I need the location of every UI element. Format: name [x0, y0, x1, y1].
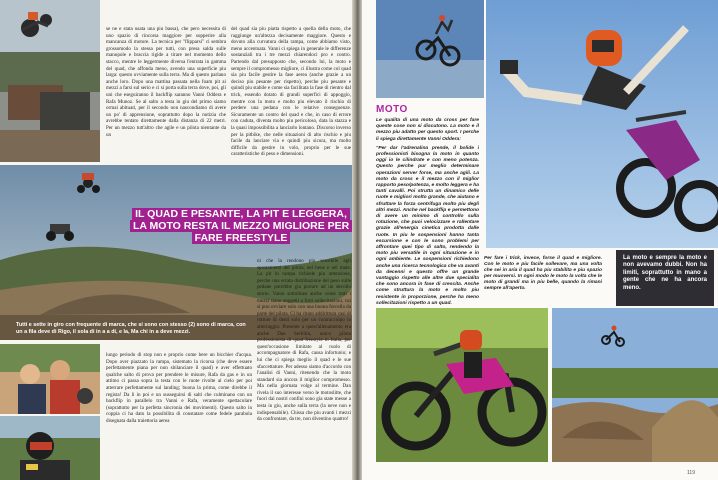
photo-rider-sky-trick: [376, 0, 484, 98]
section-title-moto: MOTO: [376, 104, 408, 115]
text-column-4-body: lungo periodo di stop non e proprio come bere un bicchier d'acqua. Dopo aver piazzato la rampa, sistemato la ricorsa (che deve essere perfettamente piana per non sbilanciare il quad) e aver effettuato qualche salto di prova per prendere le misure, Rafa da gas e in un attimo ci passa sopra la testa con le ruote rivolte al cielo per poi atterrare perfettamente sul landing; buona la prima, come direbbe il regista! Da li in poi e un susseguirsi di salti che culminano con un backflip in parallelo tra Vanni e Rafa, veramente spettacolare (soprattutto per la perfetta sincronia dei movimenti). Questo salto in coppia ci ha dato la possibilita di constatare come fedele parabola disegnata dalla traiettoria aerea: [106, 352, 252, 424]
text-column-4: [106, 352, 252, 480]
moto-section-body: [376, 118, 479, 306]
photo-dirt-jump-landscape: [552, 308, 718, 462]
quote-paragraph: Per fare i trick, invece, forse il quad e migliore. Con le moto e piu facile sollevare, ma una volta che sei in aria il quad ha piu stabilita e piu spazio per muoversi. In ogni modo le moto la volta che le moto di grandi ma in piu belle, quando la rimani sempre all'aperto.: [484, 256, 602, 292]
photo-rider-big-air: [486, 0, 718, 248]
headline-banner: [130, 208, 352, 244]
moto-paragraph-2: "Per dar l'adrenalina prende, il bolide i professionisti bisogna la moto in quanto oggi io le cilindrate e con meno potenza. Questo perche pur meglio determinare operazioni server forse, ma anche agili. La moto da cross e il mezzo con il miglior rapporto peso/potenza, e molto leggera e ha tanti cavalli. Poi strutta un dinamico delle ruote e migliori molto grande, che aiutano e sfruttare la forza centrifuga molto piu degli altri mezzi. Anche nel backflip e permettono di avere un minimo di controllo sulla rotazione, che puoi velocizzare e rallentare grazie all'energia cinetica prodotta dalle ruote. In piu le sospensioni hanno tanta escursione e con le sono problemi per affrontare quei tipo di salto, rendendo la moto piu versatile in ogni situazione e in ogni ambiente. Le sospensioni richiedono anche una ricerca tecnologica che va avanti da decenni e questo offre un grande vantaggio rispetto alle altre due specialita che sono ancora in fase di crescita. Anche come struttura la moto e molto piu resistente in proporzione, perche ha meno sollecitazioni rispetto a un quad.: [376, 145, 479, 306]
text-column-3: [257, 258, 351, 480]
sidebar-box: [616, 250, 714, 306]
text-column-3-body: ni che la rendono piu sensibile agli spostamenti del pilota, nel bene e nel male. La pit in rampa richiede piu attenzione, perche una errata distribuzione del peso sulle pedane potrebbe gia portare ad un decollo storto. Vanni sottolinea anche come tutti i mezzi siano soggetti a forti sollecitazioni, cui si puo ovviare solo con una buona forcella da parte del pilota. Ci ha citato addirittura casi di rotture di denti solo per un contraccolpo in atterraggio. Presente a quest'allenamento era anche Dan Serbilin, unico pilota professionista di quad freestyle in Italia, per quest'occasione limitato al ruolo di accompagnatore di Rafa, causa infortunio; e lui che ci spiega meglio il quad e le sue sfaccettature. Per adesso siamo d'accordo con l'analisi di Vanni, ritenendo che la moto standard sia ancora il miglior compromesso. Ma nella giornata volge al termine. Dan rivela il suo interesse verso le motoslitte, che fuori dai nostri confini sono gia state messe a testa in giu, anche sulla terra (la neve non e indispensabile). Chissa che piu avanti i mezzi da confrontare, da tre, non diventino quattro!: [257, 258, 351, 423]
photo-pink-moto-detail: [376, 308, 548, 462]
photo-rider-helmet-closeup: [0, 416, 100, 480]
photo-motocross-backflip-top-left: [0, 0, 100, 162]
page-number: 119: [687, 470, 695, 476]
text-column-2: [231, 26, 351, 216]
text-column-2-body: del quad sia piu piatta rispetto a quella della moto, che raggiunge un'altezza decisamente maggiore. Questo e dovuto alla curvatura della rampa, come abbiamo visto, meno accentuata. Vanni ci spiega in generale le differenze sostanziali tra i tre mezzi chiarendoci pro e contro. Partendo dal presupposto che, secondo lui, la moto e sempre il compromesso migliore, ci illustra come col quad sia piu facile gestire la fase aerea (anche grazie a un deciso piu pesante per rispetto), perche piu pesante e quindi piu stabile e come sia facilitata la fase di rientro dal trick, essendo dotato di grandi superfici di appoggio, mentre con la moto e molto piu elevato il rischio di perdere una pedana con le relative conseguenze. Sicuramente un contro del quad e che, in caso di errore con caduta, diventa molto piu pericoloso, data la stazza e la quasi impossibilita a lanciarlo lontano. Discorso inverso per la pitbike, che nelle situazioni di alto rischio e piu facile da lanciare via e quindi piu sicura, ma molto difficile da gestire in volo, proprio per le sue caratteristiche di peso e dimensioni.: [231, 26, 351, 158]
text-column-1-body: se ne e stata usata una piu bassa), che pero necessita di uno spazio di rincorsa maggiore per sopperire alla mancanza di motore. La tecnica per "flipparsi" ci sembra grossomodo la stessa per tutti, con presa salda sulle manopole e braccia rigide a tirare nel momento dello stacco, mentre le leggermente diversa l'entrata in gamma del quad, che affonda meno, avendo una superficie piu larga: questo ovviamente sulla terra. Ma di questo parlano anche loro. Dopo una mattina passata nella foam pit ai mezzi a farsi sul serio e ci si porta sulla terra dove, poi, gli uni che eseguiranno il backflip saranno Vanni Oddera e Rafa Munoz. Se al salto a testa in giu del primo siamo ormai abituati, per il secondo non nascondiamo di avere un po' di apprensione, soprattutto dopo la notizia che avrebbe tentato direttamente dalla distanza di 22 metri. Per un mezzo tutt'altro che agile e un pilota nientante da un: [106, 26, 226, 138]
text-column-1: [106, 26, 226, 162]
sidebar-text: La moto e sempre la moto e non avevamo dubbi. Non ha limiti, soprattutto in mano a gente che ne ha ancora meno.: [623, 255, 707, 291]
photo-caption: Tutti e sette in giro con frequente di marca, che si sono con stesso (2) sono di marca, con un a fila deve di Rigo, il sola di in a a di, e la, Ma chi in a deve mezzi.: [16, 322, 246, 335]
moto-paragraph-1: Le qualita di una moto da cross per fare queste cose non si discutono. La moto e il mezzo piu adatto per questo sport. I perche li spiega direttamente Vanni Oddera:: [376, 118, 479, 142]
headline-text: IL QUAD E PESANTE, LA PIT E LEGGERA, LA MOTO RESTA IL MEZZO MIGLIORE PER FARE FREESTYLE: [130, 208, 352, 244]
page-gutter: [352, 0, 362, 480]
photo-riders-group: [0, 344, 100, 414]
